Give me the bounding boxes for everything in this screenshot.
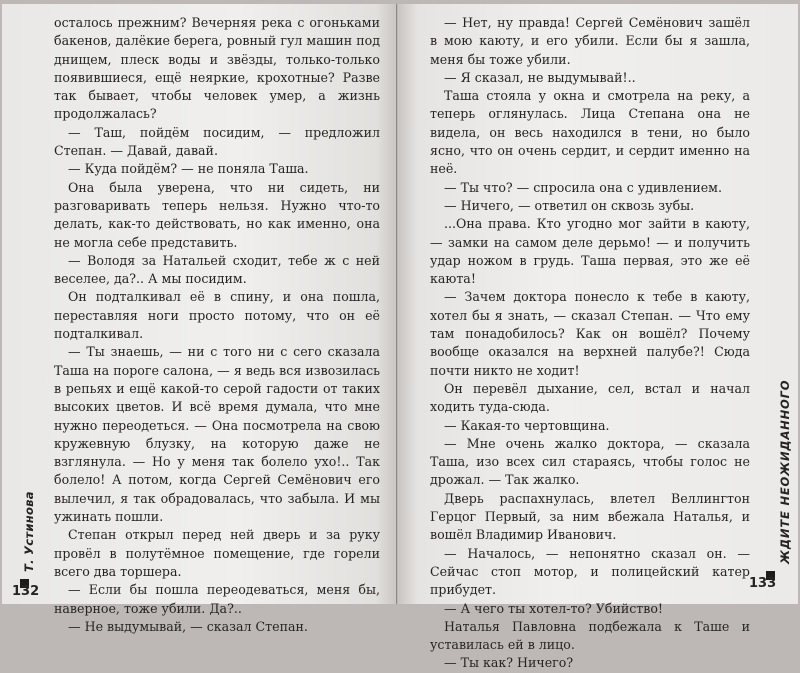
paragraph: Дверь распахнулась, влетел Веллингтон Герцог Первый, за ним вбежала Наталья, и вошёл Владимир Иванович. [430,490,750,543]
paragraph: — Началось, — непонятно сказал он. — Сейчас стоп мотор, и полицейский катер прибудет. [430,545,750,598]
paragraph: — Таш, пойдём посидим, — предложил Степан. — Давай, давай. [54,124,380,159]
running-head-author: Т. Устинова [22,491,36,572]
paragraph: Она была уверена, что ни сидеть, ни разговаривать теперь нельзя. Нужно что-то делать, как-то действовать, но как именно, она не могла себе представить. [54,179,380,250]
paragraph: Он перевёл дыхание, сел, встал и начал ходить туда-сюда. [430,380,750,415]
page-number: 132 [12,584,40,599]
left-page-text [54,14,380,636]
paragraph: Степан открыл перед ней дверь и за руку провёл в полутёмное помещение, где горели всего два торшера. [54,527,380,579]
paragraph: Он подталкивал её в спину, и она пошла, переставляя ноги просто потому, что он её подталкивал. [54,289,380,342]
paragraph: — Куда пойдём? — не поняла Таша. [68,161,309,177]
paragraph: Наталья Павловна подбежала к Таше и уставилась ей в лицо. [430,618,750,653]
paragraph: ...Она права. Кто угодно мог зайти в каюту, — замки на самом деле дерьмо! — и получить удар ножом в грудь. Таша первая, это же её каюта! [430,216,750,287]
paragraph: — А чего ты хотел-то? Убийство! [444,600,663,616]
left-page [2,4,397,634]
page-number: 133 [749,576,777,591]
paragraph: — Какая-то чертовщина. [444,417,610,433]
paragraph: осталось прежним? Вечерняя река с огоньками бакенов, далёкие берега, ровный гул машин под днищем, плеск воды и звёзды, только-только появившиеся, ещё неяркие, крохотные? Разве так бывает, чтобы человек умер, а жизнь продолжалась? [54,15,380,122]
right-page [398,4,798,671]
paragraph: — Ничего, — ответил он сквозь зубы. [444,197,695,213]
paragraph: Таша стояла у окна и смотрела на реку, а теперь оглянулась. Лица Степана она не видела, он весь находился в тени, но было ясно, что он очень сердит, и сердит именно на неё. [430,88,750,177]
paragraph: — Зачем доктора понесло к тебе в каюту, хотел бы я знать, — сказал Степан. — Что ему там понадобилось? Как он вошёл? Почему вообще оказался на верхней палубе?! Сюда почти никто не ходит! [430,289,750,378]
paragraph: — Ты что? — спросила она с удивлением. [444,179,722,195]
paragraph: — Володя за Натальей сходит, тебе ж с ней веселее, да?.. А мы посидим. [54,252,380,287]
paragraph: — Я сказал, не выдумывай!.. [444,69,636,85]
paragraph: — Если бы пошла переодеваться, меня бы, наверное, тоже убили. Да?.. [54,582,380,616]
paragraph: — Ты как? Ничего? [444,655,574,671]
paragraph: — Не выдумывай, — сказал Степан. [68,618,308,634]
paragraph: — Ты знаешь, — ни с того ни с сего сказала Таша на пороге салона, — я ведь вся извозилась в репьях и ещё какой-то серой гадости от таких высоких цветов. И всё время думала, что мне нужно переодеться. — Она посмотрела на свою кружевную блузку, на которую даже не взглянула. — Но у меня так болело ухо!.. Так болело! А потом, когда Сергей Семёнович его вылечил, я так обрадовалась, что забыла. И мы ужинать пошли. [54,344,380,525]
running-head-title: ЖДИТЕ НЕОЖИДАННОГО [778,379,792,564]
paragraph: — Нет, ну правда! Сергей Семёнович зашёл в мою каюту, и его убили. Если бы я зашла, меня бы тоже убили. [430,15,750,67]
right-page-text [430,14,750,673]
paragraph: — Мне очень жалко доктора, — сказала Таша, изо всех сил стараясь, чтобы голос не дрожал. — Так жалко. [430,435,750,488]
